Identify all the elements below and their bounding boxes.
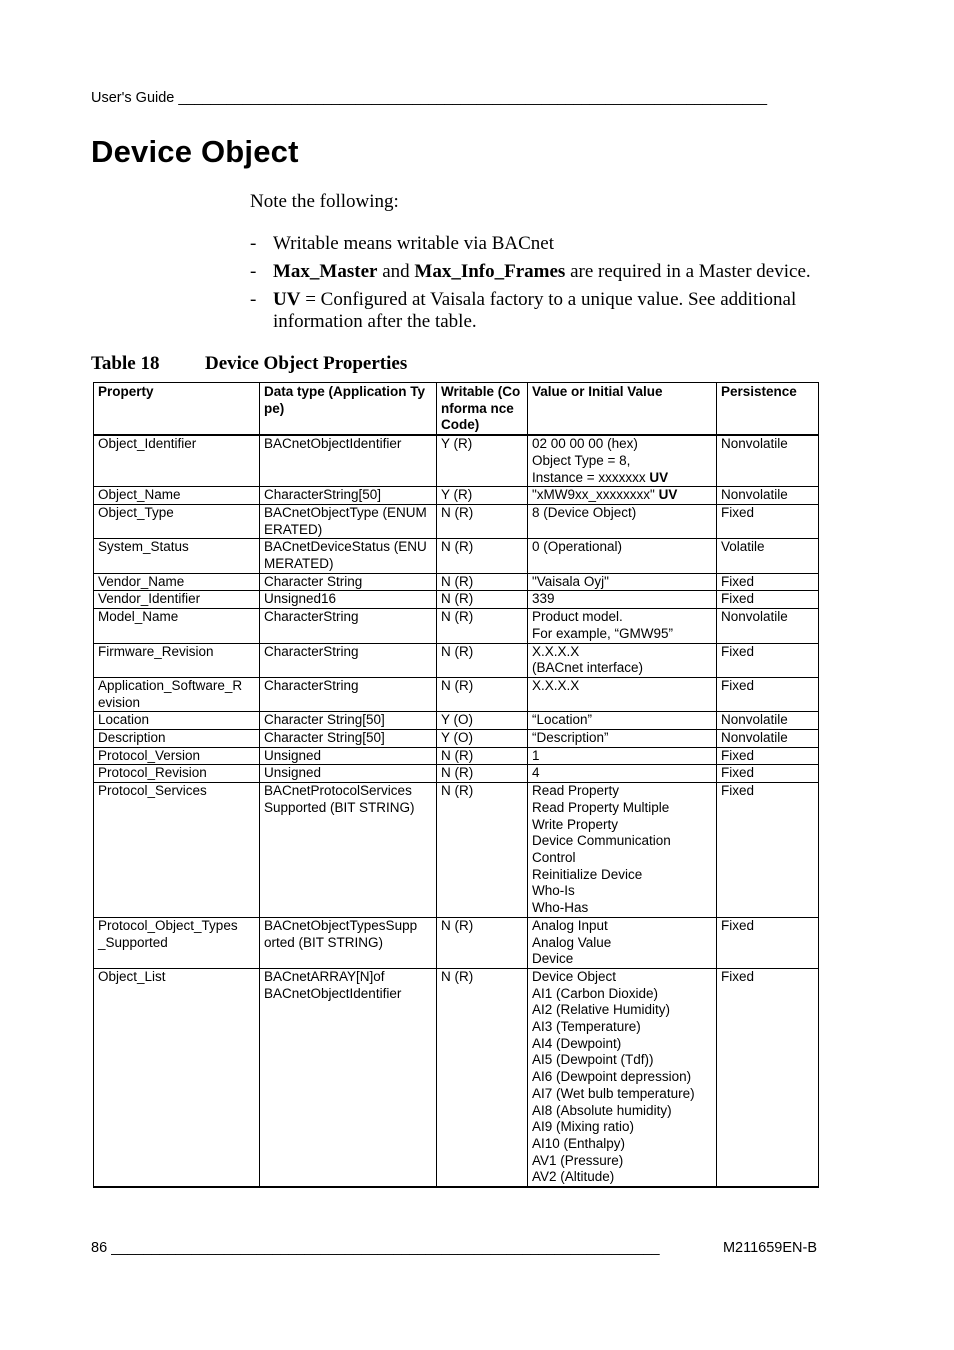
table-cell: X.X.X.X [528, 677, 717, 711]
table-row [94, 591, 819, 609]
table-cell: 02 00 00 00 (hex) Object Type = 8, Instance = xxxxxxx UV [528, 435, 717, 487]
table-cell: Fixed [717, 917, 819, 968]
table-cell: Fixed [717, 573, 819, 591]
table-cell: "Vaisala Oyj" [528, 573, 717, 591]
term-max-info-frames: Max_Info_Frames [414, 261, 566, 282]
table-cell: “Description” [528, 730, 717, 748]
table-cell: N (R) [437, 504, 528, 538]
table-cell: CharacterString [260, 609, 437, 643]
running-header [91, 90, 815, 106]
table-cell: Nonvolatile [717, 487, 819, 505]
column-header: Property [94, 383, 260, 436]
table-cell: Object_List [94, 968, 260, 1187]
table-cell: Model_Name [94, 609, 260, 643]
table-row [94, 783, 819, 918]
table-cell: Unsigned [260, 747, 437, 765]
note-list [250, 233, 825, 339]
page-title: Device Object [91, 134, 299, 169]
list-item [250, 289, 825, 333]
table-cell: Device Object AI1 (Carbon Dioxide) AI2 (Relative Humidity) AI3 (Temperature) AI4 (Dewpoint) AI5 (Dewpoint (Tdf)) AI6 (Dewpoint depression) AI7 (Wet bulb temperature) AI8 (Absolute humidity) AI9 (Mixing ratio) AI10 (Enthalpy) AV1 (Pressure) AV2 (Altitude) [528, 968, 717, 1187]
table-cell: N (R) [437, 643, 528, 677]
table-cell: 4 [528, 765, 717, 783]
bullet-text: are required in a Master device. [565, 261, 811, 282]
table-cell: Product model. For example, “GMW95” [528, 609, 717, 643]
table-cell: CharacterString [260, 677, 437, 711]
table-cell: 0 (Operational) [528, 539, 717, 573]
bullet-dash: - [250, 289, 257, 310]
table-cell: Protocol_Object_Types _Supported [94, 917, 260, 968]
table-cell: System_Status [94, 539, 260, 573]
table-cell: Description [94, 730, 260, 748]
table-cell: Character String[50] [260, 712, 437, 730]
page-number: 86 [91, 1240, 108, 1256]
table-cell: N (R) [437, 677, 528, 711]
table-number: Table 18 [91, 353, 160, 374]
table-cell: Y (O) [437, 712, 528, 730]
table-row [94, 765, 819, 783]
table-row [94, 435, 819, 487]
table-cell: Y (R) [437, 487, 528, 505]
table-row [94, 609, 819, 643]
table-cell: Object_Type [94, 504, 260, 538]
note-intro: Note the following: [250, 191, 399, 212]
table-cell: Location [94, 712, 260, 730]
table-body [94, 435, 819, 1187]
table-row [94, 747, 819, 765]
table-cell: BACnetObjectType (ENUMERATED) [260, 504, 437, 538]
bullet-dash: - [250, 233, 257, 254]
bullet-text: Writable means writable via BACnet [273, 233, 554, 254]
table-row [94, 917, 819, 968]
table-cell: Fixed [717, 504, 819, 538]
table-cell: CharacterString[50] [260, 487, 437, 505]
table-title: Device Object Properties [205, 353, 408, 374]
table-cell: Vendor_Name [94, 573, 260, 591]
table-cell: Object_Name [94, 487, 260, 505]
table-cell: Nonvolatile [717, 712, 819, 730]
term-max-master: Max_Master [273, 261, 378, 282]
uv-marker: UV [649, 469, 669, 485]
table-cell: Firmware_Revision [94, 643, 260, 677]
table-cell: BACnetProtocolServices Supported (BIT STRING) [260, 783, 437, 918]
table-cell: 8 (Device Object) [528, 504, 717, 538]
bullet-dash: - [250, 261, 257, 282]
table-cell: N (R) [437, 539, 528, 573]
table-cell: Unsigned [260, 765, 437, 783]
footer-rule: ____________________________________________________________________ [111, 1240, 660, 1256]
table-row [94, 487, 819, 505]
bullet-connector: and [377, 261, 415, 282]
table-cell: BACnetObjectIdentifier [260, 435, 437, 487]
table-row [94, 712, 819, 730]
table-cell: Character String [260, 573, 437, 591]
table-cell: "xMW9xx_xxxxxxxx" UV [528, 487, 717, 505]
table-cell: N (R) [437, 765, 528, 783]
table-header-row [94, 383, 819, 436]
table-cell: N (R) [437, 968, 528, 1187]
table-row [94, 968, 819, 1187]
device-object-properties-table [93, 382, 819, 1188]
table-cell: Object_Identifier [94, 435, 260, 487]
table-cell: Protocol_Services [94, 783, 260, 918]
table-cell: “Location” [528, 712, 717, 730]
column-header: Persistence [717, 383, 819, 436]
header-rule: _________________________________________________________________________ [178, 90, 768, 106]
table-row [94, 504, 819, 538]
table-cell: Fixed [717, 765, 819, 783]
table-cell: Protocol_Version [94, 747, 260, 765]
table-row [94, 730, 819, 748]
list-item [250, 233, 825, 255]
table-cell: X.X.X.X (BACnet interface) [528, 643, 717, 677]
table-cell: Protocol_Revision [94, 765, 260, 783]
table-cell: N (R) [437, 609, 528, 643]
table-cell: Read Property Read Property Multiple Write Property Device Communication Control Reinitialize Device Who-Is Who-Has [528, 783, 717, 918]
table-cell: N (R) [437, 783, 528, 918]
table-cell: Fixed [717, 677, 819, 711]
table-row [94, 643, 819, 677]
column-header: Writable (Conforma nce Code) [437, 383, 528, 436]
table-cell: Fixed [717, 747, 819, 765]
guide-label: User's Guide [91, 90, 175, 106]
table-row [94, 539, 819, 573]
column-header: Value or Initial Value [528, 383, 717, 436]
document-code: M211659EN-B [722, 1240, 817, 1256]
table-cell: Application_Software_R evision [94, 677, 260, 711]
table-cell: Volatile [717, 539, 819, 573]
running-footer [91, 1240, 817, 1256]
table-cell: Nonvolatile [717, 730, 819, 748]
table-cell: Fixed [717, 643, 819, 677]
list-item [250, 261, 825, 283]
table-cell: N (R) [437, 917, 528, 968]
table-cell: Analog Input Analog Value Device [528, 917, 717, 968]
table-cell: Vendor_Identifier [94, 591, 260, 609]
table-cell: 339 [528, 591, 717, 609]
table-cell: BACnetObjectTypesSupp orted (BIT STRING) [260, 917, 437, 968]
bullet-text: = Configured at Vaisala factory to a unique value. See additional information after the table. [273, 289, 797, 332]
column-header: Data type (Application Type) [260, 383, 437, 436]
table-cell: 1 [528, 747, 717, 765]
term-uv: UV [273, 289, 301, 310]
table-cell: BACnetARRAY[N]of BACnetObjectIdentifier [260, 968, 437, 1187]
table-cell: Fixed [717, 591, 819, 609]
uv-marker: UV [658, 487, 678, 503]
table-row [94, 677, 819, 711]
table-cell: N (R) [437, 747, 528, 765]
table-caption [91, 353, 407, 375]
table-cell: BACnetDeviceStatus (ENUMERATED) [260, 539, 437, 573]
table-cell: Fixed [717, 783, 819, 918]
table-cell: Nonvolatile [717, 435, 819, 487]
table-cell: N (R) [437, 591, 528, 609]
table-cell: CharacterString [260, 643, 437, 677]
table-row [94, 573, 819, 591]
table-cell: N (R) [437, 573, 528, 591]
table-cell: Nonvolatile [717, 609, 819, 643]
table-cell: Unsigned16 [260, 591, 437, 609]
table-cell: Y (R) [437, 435, 528, 487]
table-cell: Character String[50] [260, 730, 437, 748]
table-cell: Y (O) [437, 730, 528, 748]
table-cell: Fixed [717, 968, 819, 1187]
